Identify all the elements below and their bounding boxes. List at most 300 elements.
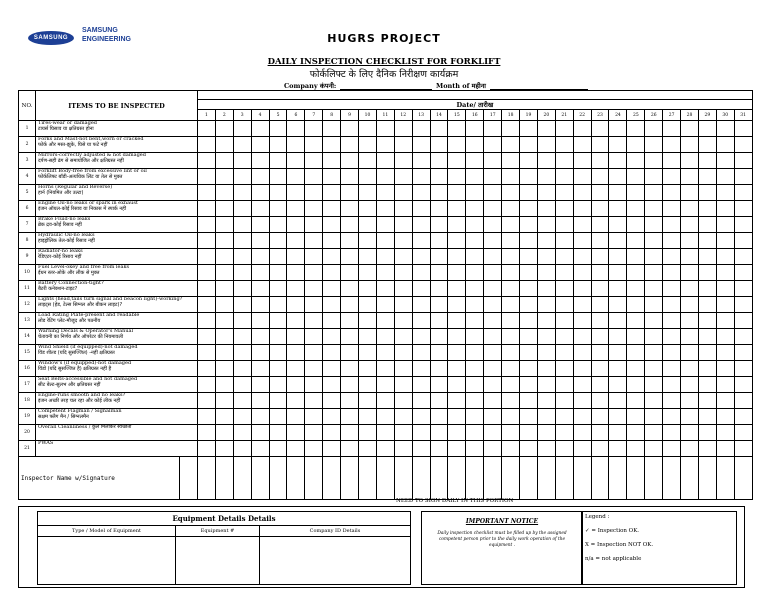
check-cell[interactable] (520, 297, 538, 313)
check-cell[interactable] (341, 377, 359, 393)
check-cell[interactable] (592, 137, 610, 153)
signature-cell[interactable] (377, 457, 395, 500)
check-cell[interactable] (735, 233, 753, 249)
check-cell[interactable] (305, 201, 323, 217)
check-cell[interactable] (323, 409, 341, 425)
check-cell[interactable] (735, 153, 753, 169)
check-cell[interactable] (645, 329, 663, 345)
check-cell[interactable] (234, 121, 252, 137)
check-cell[interactable] (663, 217, 681, 233)
check-cell[interactable] (609, 361, 627, 377)
check-cell[interactable] (323, 265, 341, 281)
check-cell[interactable] (323, 313, 341, 329)
check-cell[interactable] (645, 121, 663, 137)
check-cell[interactable] (520, 441, 538, 457)
check-cell[interactable] (270, 297, 288, 313)
check-cell[interactable] (592, 297, 610, 313)
check-cell[interactable] (252, 297, 270, 313)
check-cell[interactable] (699, 329, 717, 345)
check-cell[interactable] (377, 265, 395, 281)
check-cell[interactable] (502, 249, 520, 265)
check-cell[interactable] (323, 425, 341, 441)
check-cell[interactable] (287, 297, 305, 313)
check-cell[interactable] (717, 185, 735, 201)
check-cell[interactable] (663, 201, 681, 217)
check-cell[interactable] (431, 297, 449, 313)
check-cell[interactable] (431, 217, 449, 233)
check-cell[interactable] (556, 217, 574, 233)
check-cell[interactable] (287, 249, 305, 265)
check-cell[interactable] (574, 153, 592, 169)
check-cell[interactable] (466, 329, 484, 345)
signature-cell[interactable] (466, 457, 484, 500)
check-cell[interactable] (627, 409, 645, 425)
check-cell[interactable] (198, 329, 216, 345)
check-cell[interactable] (377, 393, 395, 409)
signature-cell[interactable] (395, 457, 413, 500)
check-cell[interactable] (502, 217, 520, 233)
check-cell[interactable] (484, 169, 502, 185)
check-cell[interactable] (413, 249, 431, 265)
check-cell[interactable] (609, 345, 627, 361)
check-cell[interactable] (556, 281, 574, 297)
check-cell[interactable] (466, 249, 484, 265)
check-cell[interactable] (699, 121, 717, 137)
check-cell[interactable] (735, 185, 753, 201)
check-cell[interactable] (323, 345, 341, 361)
check-cell[interactable] (574, 265, 592, 281)
check-cell[interactable] (627, 329, 645, 345)
check-cell[interactable] (609, 233, 627, 249)
signature-cell[interactable] (681, 457, 699, 500)
signature-cell[interactable] (287, 457, 305, 500)
check-cell[interactable] (252, 185, 270, 201)
check-cell[interactable] (663, 329, 681, 345)
check-cell[interactable] (234, 393, 252, 409)
check-cell[interactable] (502, 313, 520, 329)
check-cell[interactable] (556, 233, 574, 249)
check-cell[interactable] (556, 425, 574, 441)
check-cell[interactable] (681, 153, 699, 169)
check-cell[interactable] (216, 217, 234, 233)
check-cell[interactable] (574, 441, 592, 457)
check-cell[interactable] (305, 185, 323, 201)
check-cell[interactable] (556, 249, 574, 265)
signature-cell[interactable] (520, 457, 538, 500)
check-cell[interactable] (502, 121, 520, 137)
check-cell[interactable] (502, 233, 520, 249)
check-cell[interactable] (699, 137, 717, 153)
check-cell[interactable] (377, 249, 395, 265)
check-cell[interactable] (609, 297, 627, 313)
check-cell[interactable] (484, 265, 502, 281)
check-cell[interactable] (663, 233, 681, 249)
check-cell[interactable] (431, 233, 449, 249)
check-cell[interactable] (627, 313, 645, 329)
check-cell[interactable] (466, 265, 484, 281)
check-cell[interactable] (287, 409, 305, 425)
signature-cell[interactable] (234, 457, 252, 500)
check-cell[interactable] (377, 377, 395, 393)
check-cell[interactable] (681, 361, 699, 377)
check-cell[interactable] (359, 185, 377, 201)
check-cell[interactable] (645, 201, 663, 217)
check-cell[interactable] (431, 249, 449, 265)
check-cell[interactable] (502, 297, 520, 313)
check-cell[interactable] (663, 377, 681, 393)
check-cell[interactable] (448, 329, 466, 345)
check-cell[interactable] (592, 393, 610, 409)
signature-cell[interactable] (413, 457, 431, 500)
check-cell[interactable] (609, 121, 627, 137)
check-cell[interactable] (538, 329, 556, 345)
check-cell[interactable] (466, 313, 484, 329)
check-cell[interactable] (645, 281, 663, 297)
check-cell[interactable] (305, 297, 323, 313)
check-cell[interactable] (735, 441, 753, 457)
check-cell[interactable] (574, 249, 592, 265)
check-cell[interactable] (466, 153, 484, 169)
check-cell[interactable] (305, 217, 323, 233)
check-cell[interactable] (252, 409, 270, 425)
check-cell[interactable] (609, 169, 627, 185)
check-cell[interactable] (574, 425, 592, 441)
check-cell[interactable] (735, 169, 753, 185)
check-cell[interactable] (699, 393, 717, 409)
check-cell[interactable] (592, 233, 610, 249)
check-cell[interactable] (359, 153, 377, 169)
check-cell[interactable] (305, 313, 323, 329)
check-cell[interactable] (538, 409, 556, 425)
check-cell[interactable] (323, 217, 341, 233)
check-cell[interactable] (717, 265, 735, 281)
check-cell[interactable] (663, 281, 681, 297)
check-cell[interactable] (699, 265, 717, 281)
check-cell[interactable] (627, 265, 645, 281)
check-cell[interactable] (699, 377, 717, 393)
check-cell[interactable] (699, 425, 717, 441)
check-cell[interactable] (466, 345, 484, 361)
signature-cell[interactable] (717, 457, 735, 500)
check-cell[interactable] (466, 169, 484, 185)
check-cell[interactable] (395, 217, 413, 233)
equipment-type-input[interactable] (38, 537, 176, 585)
check-cell[interactable] (359, 393, 377, 409)
signature-cell[interactable] (645, 457, 663, 500)
check-cell[interactable] (717, 313, 735, 329)
check-cell[interactable] (645, 185, 663, 201)
check-cell[interactable] (377, 233, 395, 249)
check-cell[interactable] (395, 137, 413, 153)
check-cell[interactable] (538, 265, 556, 281)
check-cell[interactable] (448, 217, 466, 233)
check-cell[interactable] (574, 185, 592, 201)
check-cell[interactable] (395, 345, 413, 361)
check-cell[interactable] (484, 345, 502, 361)
check-cell[interactable] (520, 169, 538, 185)
check-cell[interactable] (448, 409, 466, 425)
check-cell[interactable] (395, 409, 413, 425)
check-cell[interactable] (216, 393, 234, 409)
check-cell[interactable] (663, 425, 681, 441)
check-cell[interactable] (216, 441, 234, 457)
check-cell[interactable] (216, 249, 234, 265)
check-cell[interactable] (502, 201, 520, 217)
check-cell[interactable] (574, 361, 592, 377)
check-cell[interactable] (323, 121, 341, 137)
check-cell[interactable] (699, 153, 717, 169)
check-cell[interactable] (252, 425, 270, 441)
check-cell[interactable] (735, 217, 753, 233)
check-cell[interactable] (735, 409, 753, 425)
check-cell[interactable] (377, 217, 395, 233)
check-cell[interactable] (448, 425, 466, 441)
check-cell[interactable] (216, 297, 234, 313)
check-cell[interactable] (252, 377, 270, 393)
check-cell[interactable] (592, 185, 610, 201)
check-cell[interactable] (448, 233, 466, 249)
check-cell[interactable] (270, 329, 288, 345)
check-cell[interactable] (502, 409, 520, 425)
check-cell[interactable] (216, 121, 234, 137)
check-cell[interactable] (520, 217, 538, 233)
check-cell[interactable] (520, 249, 538, 265)
check-cell[interactable] (556, 185, 574, 201)
check-cell[interactable] (270, 153, 288, 169)
check-cell[interactable] (431, 153, 449, 169)
check-cell[interactable] (359, 281, 377, 297)
check-cell[interactable] (198, 441, 216, 457)
check-cell[interactable] (717, 297, 735, 313)
check-cell[interactable] (413, 297, 431, 313)
check-cell[interactable] (484, 297, 502, 313)
check-cell[interactable] (216, 425, 234, 441)
check-cell[interactable] (395, 441, 413, 457)
check-cell[interactable] (413, 185, 431, 201)
check-cell[interactable] (395, 185, 413, 201)
check-cell[interactable] (341, 281, 359, 297)
check-cell[interactable] (359, 377, 377, 393)
check-cell[interactable] (395, 393, 413, 409)
check-cell[interactable] (448, 169, 466, 185)
check-cell[interactable] (305, 425, 323, 441)
check-cell[interactable] (699, 441, 717, 457)
check-cell[interactable] (270, 345, 288, 361)
check-cell[interactable] (663, 297, 681, 313)
check-cell[interactable] (699, 217, 717, 233)
check-cell[interactable] (735, 425, 753, 441)
check-cell[interactable] (377, 409, 395, 425)
check-cell[interactable] (735, 345, 753, 361)
equipment-number-input[interactable] (176, 537, 260, 585)
check-cell[interactable] (198, 393, 216, 409)
check-cell[interactable] (323, 329, 341, 345)
check-cell[interactable] (287, 265, 305, 281)
check-cell[interactable] (359, 441, 377, 457)
check-cell[interactable] (556, 393, 574, 409)
check-cell[interactable] (377, 121, 395, 137)
check-cell[interactable] (538, 297, 556, 313)
check-cell[interactable] (627, 121, 645, 137)
check-cell[interactable] (538, 137, 556, 153)
check-cell[interactable] (287, 345, 305, 361)
check-cell[interactable] (645, 137, 663, 153)
check-cell[interactable] (592, 281, 610, 297)
check-cell[interactable] (377, 153, 395, 169)
check-cell[interactable] (484, 121, 502, 137)
check-cell[interactable] (395, 265, 413, 281)
check-cell[interactable] (484, 329, 502, 345)
check-cell[interactable] (538, 313, 556, 329)
check-cell[interactable] (466, 201, 484, 217)
check-cell[interactable] (484, 281, 502, 297)
check-cell[interactable] (681, 249, 699, 265)
check-cell[interactable] (681, 345, 699, 361)
check-cell[interactable] (395, 153, 413, 169)
check-cell[interactable] (717, 137, 735, 153)
check-cell[interactable] (735, 313, 753, 329)
check-cell[interactable] (377, 329, 395, 345)
check-cell[interactable] (448, 361, 466, 377)
check-cell[interactable] (270, 185, 288, 201)
check-cell[interactable] (645, 313, 663, 329)
check-cell[interactable] (287, 281, 305, 297)
company-field[interactable] (284, 81, 432, 90)
check-cell[interactable] (520, 313, 538, 329)
check-cell[interactable] (234, 233, 252, 249)
check-cell[interactable] (663, 121, 681, 137)
check-cell[interactable] (502, 377, 520, 393)
check-cell[interactable] (466, 441, 484, 457)
check-cell[interactable] (681, 185, 699, 201)
check-cell[interactable] (431, 441, 449, 457)
check-cell[interactable] (627, 185, 645, 201)
check-cell[interactable] (663, 345, 681, 361)
check-cell[interactable] (287, 201, 305, 217)
check-cell[interactable] (717, 169, 735, 185)
check-cell[interactable] (502, 393, 520, 409)
check-cell[interactable] (520, 393, 538, 409)
check-cell[interactable] (252, 281, 270, 297)
check-cell[interactable] (413, 281, 431, 297)
check-cell[interactable] (609, 201, 627, 217)
check-cell[interactable] (466, 297, 484, 313)
check-cell[interactable] (681, 217, 699, 233)
check-cell[interactable] (627, 233, 645, 249)
check-cell[interactable] (252, 137, 270, 153)
check-cell[interactable] (216, 329, 234, 345)
check-cell[interactable] (234, 169, 252, 185)
check-cell[interactable] (448, 345, 466, 361)
check-cell[interactable] (717, 377, 735, 393)
check-cell[interactable] (252, 441, 270, 457)
check-cell[interactable] (592, 361, 610, 377)
check-cell[interactable] (234, 361, 252, 377)
check-cell[interactable] (359, 265, 377, 281)
signature-cell[interactable] (556, 457, 574, 500)
check-cell[interactable] (305, 329, 323, 345)
check-cell[interactable] (627, 217, 645, 233)
check-cell[interactable] (717, 121, 735, 137)
check-cell[interactable] (645, 153, 663, 169)
check-cell[interactable] (323, 249, 341, 265)
check-cell[interactable] (448, 313, 466, 329)
check-cell[interactable] (305, 393, 323, 409)
check-cell[interactable] (305, 265, 323, 281)
check-cell[interactable] (359, 169, 377, 185)
check-cell[interactable] (538, 169, 556, 185)
check-cell[interactable] (520, 409, 538, 425)
check-cell[interactable] (466, 425, 484, 441)
check-cell[interactable] (234, 297, 252, 313)
check-cell[interactable] (592, 153, 610, 169)
check-cell[interactable] (323, 137, 341, 153)
check-cell[interactable] (681, 329, 699, 345)
check-cell[interactable] (252, 121, 270, 137)
check-cell[interactable] (377, 169, 395, 185)
check-cell[interactable] (198, 233, 216, 249)
check-cell[interactable] (323, 233, 341, 249)
check-cell[interactable] (287, 185, 305, 201)
check-cell[interactable] (216, 201, 234, 217)
check-cell[interactable] (484, 185, 502, 201)
check-cell[interactable] (431, 393, 449, 409)
check-cell[interactable] (520, 377, 538, 393)
check-cell[interactable] (323, 153, 341, 169)
check-cell[interactable] (305, 169, 323, 185)
check-cell[interactable] (305, 441, 323, 457)
check-cell[interactable] (198, 345, 216, 361)
check-cell[interactable] (270, 441, 288, 457)
check-cell[interactable] (466, 121, 484, 137)
check-cell[interactable] (538, 361, 556, 377)
check-cell[interactable] (287, 169, 305, 185)
check-cell[interactable] (198, 153, 216, 169)
check-cell[interactable] (520, 265, 538, 281)
check-cell[interactable] (341, 265, 359, 281)
check-cell[interactable] (627, 345, 645, 361)
check-cell[interactable] (216, 265, 234, 281)
check-cell[interactable] (681, 169, 699, 185)
check-cell[interactable] (359, 425, 377, 441)
check-cell[interactable] (323, 281, 341, 297)
check-cell[interactable] (341, 409, 359, 425)
check-cell[interactable] (609, 393, 627, 409)
check-cell[interactable] (341, 233, 359, 249)
check-cell[interactable] (574, 329, 592, 345)
check-cell[interactable] (592, 345, 610, 361)
check-cell[interactable] (448, 249, 466, 265)
check-cell[interactable] (431, 425, 449, 441)
check-cell[interactable] (216, 313, 234, 329)
check-cell[interactable] (359, 345, 377, 361)
check-cell[interactable] (717, 153, 735, 169)
check-cell[interactable] (431, 201, 449, 217)
check-cell[interactable] (198, 249, 216, 265)
check-cell[interactable] (287, 361, 305, 377)
check-cell[interactable] (216, 377, 234, 393)
check-cell[interactable] (431, 345, 449, 361)
check-cell[interactable] (252, 313, 270, 329)
check-cell[interactable] (287, 425, 305, 441)
check-cell[interactable] (592, 425, 610, 441)
check-cell[interactable] (413, 217, 431, 233)
check-cell[interactable] (252, 265, 270, 281)
check-cell[interactable] (466, 281, 484, 297)
check-cell[interactable] (681, 393, 699, 409)
check-cell[interactable] (198, 137, 216, 153)
check-cell[interactable] (538, 249, 556, 265)
